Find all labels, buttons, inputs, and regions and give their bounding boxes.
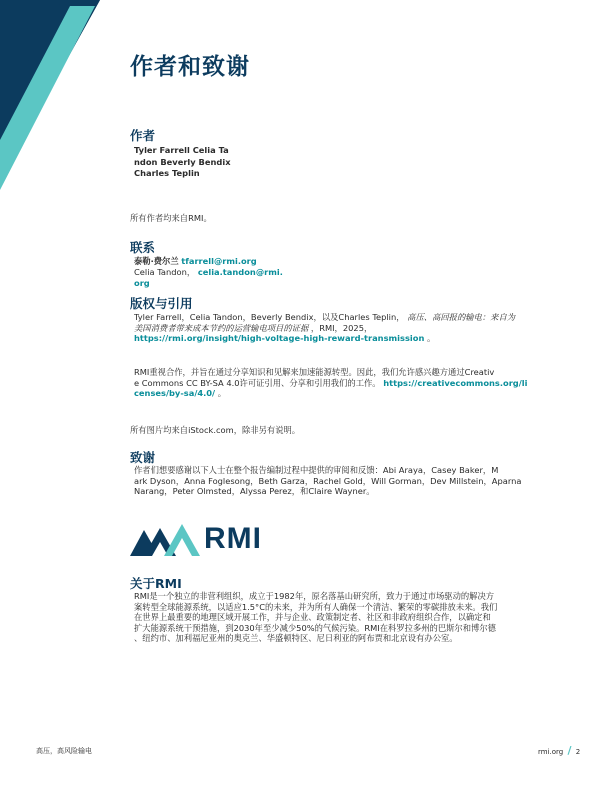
acknowledgments-heading: 致谢: [130, 450, 156, 465]
contact-heading: 联系: [130, 240, 156, 255]
footer-separator: /: [567, 744, 572, 757]
contact-name-1: 泰勒·费尔兰: [134, 256, 179, 266]
footer-site-link[interactable]: rmi.org: [538, 748, 564, 756]
citation-line-1: [134, 312, 584, 323]
about-heading: 关于RMI: [130, 576, 182, 591]
about-text: [134, 591, 584, 644]
citation-authors: Tyler Farrell，Celia Tandon，Beverly Bendix，以及Charles Teplin，: [134, 312, 405, 322]
contact-email-2-cont[interactable]: org: [134, 278, 150, 288]
authors-line-3: Charles Teplin: [134, 168, 200, 178]
acknowledgments-line-2: ark Dyson，Anna Foglesong，Beth Garza，Rachel Gold，Will Gorman，Dev Millstein，Aparna: [134, 475, 522, 486]
license-url-2[interactable]: censes/by-sa/4.0/: [134, 388, 216, 399]
citation-line-3: [134, 333, 584, 344]
authors-names: [134, 145, 231, 180]
contact-line-1: [134, 256, 283, 267]
about-line-5: 、纽约市、加利福尼亚州的奥克兰、华盛顿特区、尼日利亚的阿布贾和北京设有办公室。: [134, 633, 458, 644]
about-line-2: 案转型全球能源系统，以适应1.5°C的未来，并为所有人确保一个清洁、繁荣的零碳排放未来。我们: [134, 601, 498, 612]
footer-right: [538, 744, 580, 757]
contact-email-1[interactable]: tfarrell@rmi.org: [181, 256, 257, 266]
copyright-heading: 版权与引用: [130, 296, 193, 311]
page-title: 作者和致谢: [130, 54, 250, 80]
rmi-logo-text: RMI: [204, 522, 262, 555]
images-note: 所有图片均来自iStock.com，除非另有说明。: [130, 425, 301, 435]
license-line-3: [134, 388, 584, 399]
contact-name-2: Celia Tandon，: [134, 267, 196, 277]
acknowledgments-text: [134, 465, 584, 497]
acknowledgments-line-3: Narang，Peter Olmsted，Alyssa Perez，和Claire Wayner。: [134, 486, 375, 497]
footer-report-title: 高压，高风险输电: [36, 747, 92, 755]
citation-end: 。: [427, 333, 436, 344]
acknowledgments-line-1: 作者们想要感谢以下人士在整个报告编制过程中提供的审阅和反馈：Abi Araya，Casey Baker，M: [134, 465, 499, 475]
license-end: 。: [217, 388, 227, 399]
rmi-mountain-logo-icon: [130, 520, 200, 558]
authors-affiliation: 所有作者均来自RMI。: [130, 213, 212, 223]
authors-line-1: Tyler Farrell Celia Ta: [134, 145, 229, 155]
license-url-1[interactable]: https://creativecommons.org/li: [383, 377, 528, 388]
footer-page-number: 2: [575, 748, 581, 756]
citation-publisher: ，RMI，2025，: [310, 322, 373, 333]
about-line-4: 扩大能源系统干预措施，到2030年至少减少50%的气候污染。RMI在科罗拉多州的巴斯尔和博尔德: [134, 622, 496, 633]
license-block: [134, 367, 584, 399]
citation-title-1: 高压、高回报的输电：来自为: [407, 312, 516, 322]
rmi-logo: [130, 520, 270, 560]
license-line-1: RMI重视合作，并旨在通过分享知识和见解来加速能源转型。因此，我们允许感兴趣方通过Creativ: [134, 367, 495, 377]
corner-decoration: [0, 0, 110, 200]
about-line-1: RMI是一个独立的非营利组织，成立于1982年，原名落基山研究所，致力于通过市场驱动的解决方: [134, 591, 495, 601]
about-line-3: 在世界上最重要的地理区域开展工作，并与企业、政策制定者、社区和非政府组织合作，以确定和: [134, 612, 491, 623]
authors-line-2: ndon Beverly Bendix: [134, 156, 231, 167]
authors-heading: 作者: [130, 128, 156, 143]
citation-block: [134, 312, 584, 344]
contact-block: [134, 256, 283, 289]
citation-url[interactable]: https://rmi.org/insight/high-voltage-high-reward-transmission: [134, 333, 425, 344]
citation-title-2: 美国消费者带来成本节约的运营输电项目的证据: [134, 322, 309, 333]
contact-email-2[interactable]: celia.tandon@rmi.: [197, 267, 283, 277]
contact-line-2: [134, 267, 283, 278]
license-line-2: [134, 378, 584, 389]
license-text: e Commons CC BY-SA 4.0许可证引用、分享和引用我们的工作。: [134, 377, 381, 388]
citation-line-2: [134, 323, 584, 334]
